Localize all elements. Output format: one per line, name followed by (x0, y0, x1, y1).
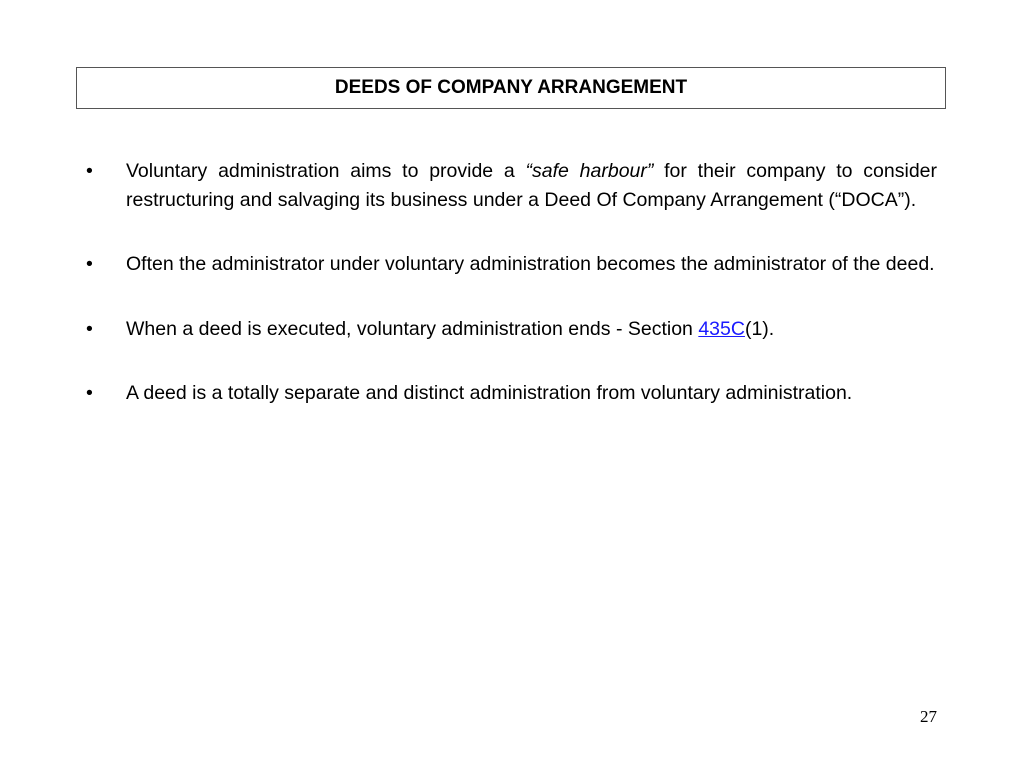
bullet-item-administrator (86, 250, 937, 279)
bullet-marker: • (86, 382, 93, 404)
bullet-text-end: (1). (744, 317, 775, 340)
section-435c-link[interactable]: 435C (698, 317, 745, 340)
safe-harbour-emphasis: “safe harbour” (525, 160, 654, 182)
bullet-text-start: When a deed is executed, voluntary administration ends - Section (126, 317, 699, 340)
slide-title: DEEDS OF COMPANY ARRANGEMENT (334, 77, 688, 98)
bullet-item-separate-administration (86, 379, 937, 408)
bullet-text-end: for their company to consider restructuring and salvaging its business under a Deed Of Company Arrangement (“DOCA”). (126, 160, 937, 211)
bullet-marker: • (86, 253, 93, 275)
bullet-text: A deed is a totally separate and distinct administration from voluntary administration. (126, 382, 853, 404)
bullet-list (86, 157, 937, 408)
bullet-item-deed-executed (86, 315, 937, 344)
bullet-text-start: Voluntary administration aims to provide a (126, 160, 526, 182)
bullet-marker: • (86, 317, 93, 340)
slide-title-box (76, 67, 946, 109)
bullet-marker: • (86, 160, 93, 182)
bullet-item-safe-harbour (86, 157, 937, 214)
page-number: 27 (920, 707, 937, 726)
bullet-text: Often the administrator under voluntary administration becomes the administrator of the deed. (126, 253, 935, 275)
